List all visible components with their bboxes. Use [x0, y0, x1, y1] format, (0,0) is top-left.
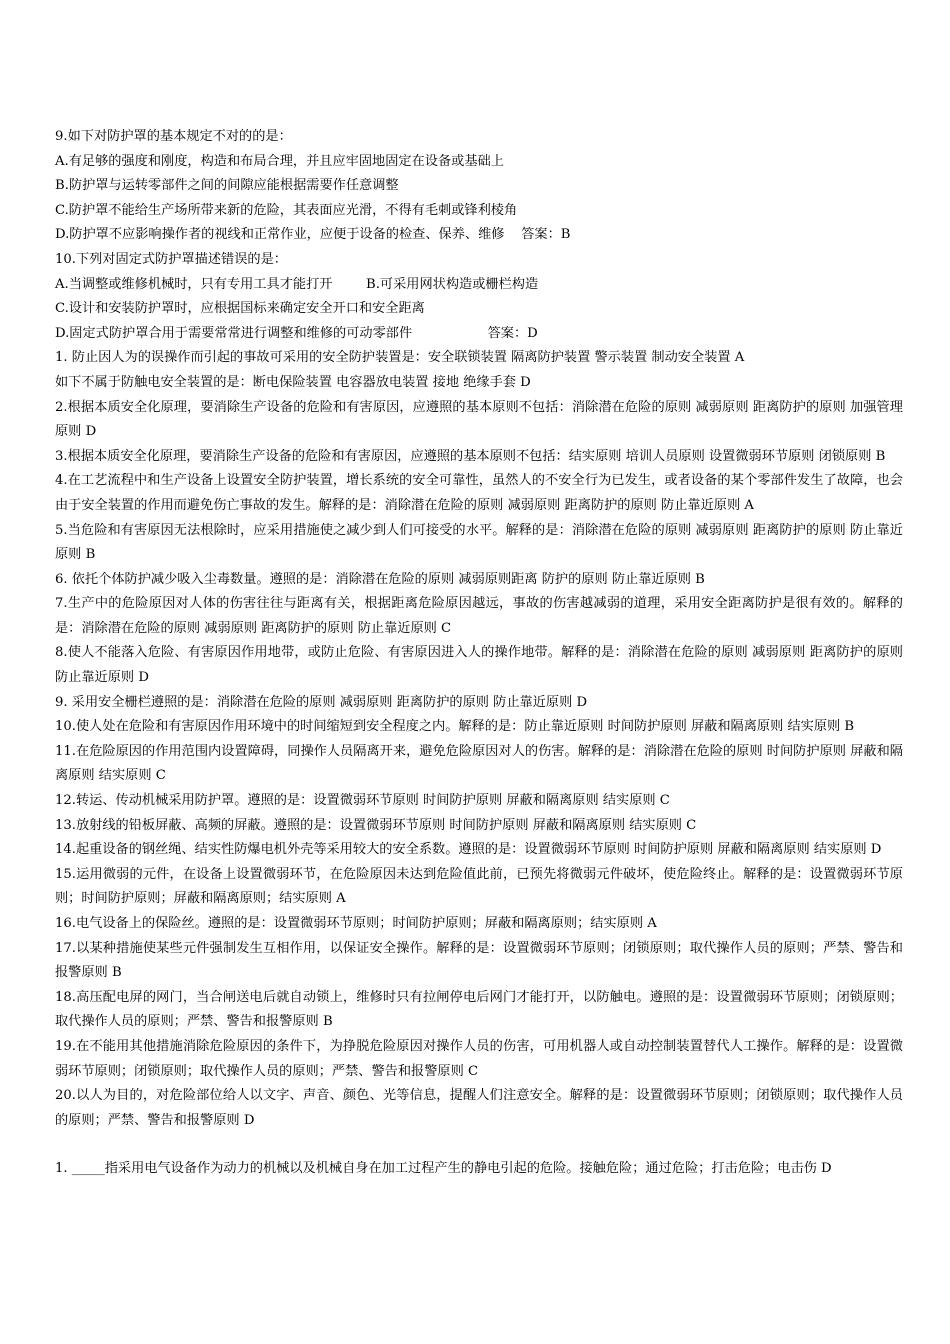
- item-10: 10.使人处在危险和有害原因作用环境中的时间缩短到安全程度之内。解释的是：防止靠近原则 时间防护原则 屏蔽和隔离原则 结实原则 B: [55, 719, 855, 735]
- item-1: 1. 防止因人为的误操作而引起的事故可采用的安全防护装置是：安全联锁装置 隔离防护装置 警示装置 制动安全装置 A: [55, 350, 745, 366]
- item-5: 5.当危险和有害原因无法根除时，应采用措施使之减少到人们可接受的水平。解释的是：消除潜在危险的原则 减弱原则 距离防护的原则 防止靠近原则 B: [55, 522, 903, 563]
- question-10-options-ab: A.当调整或维修机械时，只有专用工具才能打开 B.可采用网状构造或栅栏构造: [55, 276, 539, 292]
- document-page: [55, 125, 908, 1182]
- item-2: 2.根据本质安全化原理，要消除生产设备的危险和有害原因，应遵照的基本原则不包括：消除潜在危险的原则 减弱原则 距离防护的原则 加强管理原则 D: [55, 399, 903, 440]
- paragraph-gap: [55, 1133, 903, 1157]
- item-8: 8.使人不能落入危险、有害原因作用地带，或防止危险、有害原因进入人的操作地带。解释的是：消除潜在危险的原则 减弱原则 距离防护的原则 防止靠近原则 D: [55, 645, 908, 686]
- item-15: 15.运用微弱的元件，在设备上设置微弱环节，在危险原因未达到危险值此前，已预先将微弱元件破坏，使危险终止。解释的是：设置微弱环节原则；时间防护原则；屏蔽和隔离原则；结实原则 A: [55, 866, 903, 907]
- item-13: 13.放射线的铅板屏蔽、高频的屏蔽。遵照的是：设置微弱环节原则 时间防护原则 屏蔽和隔离原则 结实原则 C: [55, 817, 697, 833]
- item-3: 3.根据本质安全化原理，要消除生产设备的危险和有害原因，应遵照的基本原则不包括：结实原则 培训人员原则 设置微弱环节原则 闭锁原则 B: [55, 448, 886, 464]
- item-17: 17.以某种措施使某些元件强制发生互相作用，以保证安全操作。解释的是：设置微弱环节原则；闭锁原则；取代操作人员的原则；严禁、警告和报警原则 B: [55, 940, 903, 981]
- item-1b: 如下不属于防触电安全装置的是：断电保险装置 电容器放电装置 接地 绝缘手套 D: [55, 374, 531, 390]
- question-9-option-d: D.防护罩不应影响操作者的视线和正常作业，应便于设备的检查、保养、维修 答案：B: [55, 227, 571, 243]
- item-19: 19.在不能用其他措施消除危险原因的条件下，为挣脱危险原因对操作人员的伤害，可用机器人或自动控制装置替代人工操作。解释的是：设置微弱环节原则；闭锁原则；取代操作人员的原则；严禁、警告和报警原则 C: [55, 1038, 903, 1079]
- item-16: 16.电气设备上的保险丝。遵照的是：设置微弱环节原则；时间防护原则；屏蔽和隔离原则；结实原则 A: [55, 916, 657, 931]
- question-10-option-d: D.固定式防护罩合用于需要常常进行调整和维修的可动零部件 答案：D: [55, 325, 538, 341]
- fill-blank-question-1: 1. _____指采用电气设备作为动力的机械以及机械自身在加工过程产生的静电引起的危险。接触危险；通过危险；打击危险；电击伤 D: [55, 1161, 832, 1177]
- question-9-stem: 9.如下对防护罩的基本规定不对的的是：: [55, 129, 292, 144]
- question-9-option-b: B.防护罩与运转零部件之间的间隙应能根据需要作任意调整: [55, 178, 399, 194]
- item-9: 9. 采用安全栅栏遵照的是：消除潜在危险的原则 减弱原则 距离防护的原则 防止靠近原则 D: [55, 694, 588, 710]
- item-6: 6. 依托个体防护减少吸入尘毒数量。遵照的是：消除潜在危险的原则 减弱原则距离 防护的原则 防止靠近原则 B: [55, 571, 705, 587]
- question-9-option-c: C.防护罩不能给生产场所带来新的危险，其表面应光滑，不得有毛刺或锋利棱角: [55, 202, 518, 218]
- item-11: 11.在危险原因的作用范围内设置障碍，同操作人员隔离开来，避免危险原因对人的伤害。解释的是：消除潜在危险的原则 时间防护原则 屏蔽和隔离原则 结实原则 C: [55, 743, 903, 784]
- item-18: 18.高压配电屏的网门，当合闸送电后就自动锁上，维修时只有拉闸停电后网门才能打开，以防触电。遵照的是：设置微弱环节原则；闭锁原则；取代操作人员的原则；严禁、警告和报警原则 B: [55, 989, 903, 1030]
- item-20: 20.以人为目的，对危险部位给人以文字、声音、颜色、光等信息，提醒人们注意安全。解释的是：设置微弱环节原则；闭锁原则；取代操作人员的原则；严禁、警告和报警原则 D: [55, 1088, 903, 1128]
- item-7: 7.生产中的危险原因对人体的伤害往往与距离有关，根据距离危险原因越远，事故的伤害越减弱的道理，采用安全距离防护是很有效的。解释的是：消除潜在危险的原则 减弱原则 距离防护的原则 防止靠近原则 C: [55, 596, 903, 636]
- question-10-stem: 10.下列对固定式防护罩描述错误的是：: [55, 251, 287, 267]
- item-4: 4.在工艺流程中和生产设备上设置安全防护装置，增长系统的安全可靠性，虽然人的不安全行为已发生，或者设备的某个零部件发生了故障，也会由于安全装置的作用而避免伤亡事故的发生。解释的是：消除潜在危险的原则 减弱原则 距离防护的原则 防止靠近原则 A: [55, 473, 903, 513]
- question-9-option-a: A.有足够的强度和刚度，构造和布局合理，并且应牢固地固定在设备或基础上: [55, 153, 504, 169]
- item-12: 12.转运、传动机械采用防护罩。遵照的是：设置微弱环节原则 时间防护原则 屏蔽和隔离原则 结实原则 C: [55, 793, 670, 809]
- question-10-option-c: C.设计和安装防护罩时，应根据国标来确定安全开口和安全距离: [55, 301, 425, 317]
- item-14: 14.起重设备的钢丝绳、结实性防爆电机外壳等采用较大的安全系数。遵照的是：设置微弱环节原则 时间防护原则 屏蔽和隔离原则 结实原则 D: [55, 842, 882, 858]
